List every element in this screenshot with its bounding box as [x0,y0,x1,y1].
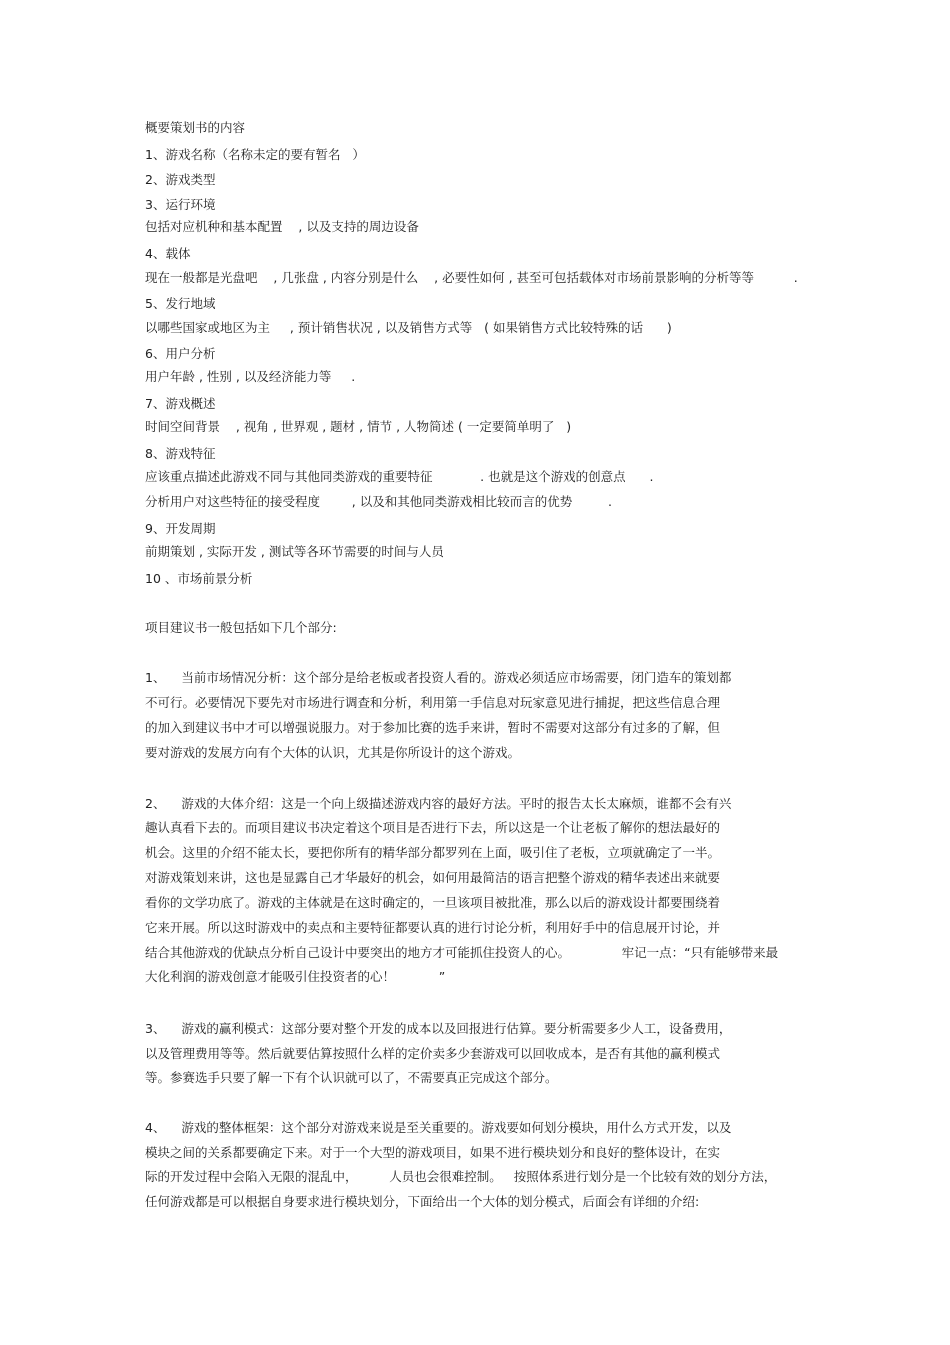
summary-line: 4、载体 [145,246,191,261]
proposal-section2-line: 趣认真看下去的。而项目建议书决定着这个项目是否进行下去，所以这是一个让老板了解你的想法最好的 [145,820,721,835]
summary-line: 包括对应机种和基本配置 , 以及支持的周边设备 [145,219,419,234]
proposal-section4-line: 任何游戏都是可以根据自身要求进行模块划分，下面给出一个大体的划分模式，后面会有详细的介绍: [145,1194,700,1209]
proposal-section1-line: 要对游戏的发展方向有个大体的认识，尤其是你所设计的这个游戏。 [145,745,521,760]
summary-line: 10 、市场前景分析 [145,571,253,586]
proposal-section3-line: 3、 游戏的赢利模式：这部分要对整个开发的成本以及回报进行估算。要分析需要多少人工，设备费用， [145,1021,732,1036]
summary-line: 分析用户对这些特征的接受程度 , 以及和其他同类游戏相比较而言的优势 . [145,494,612,509]
summary-line: 8、游戏特征 [145,446,216,461]
proposal-section3-line: 等。参赛选手只要了解一下有个认识就可以了，不需要真正完成这个部分。 [145,1070,558,1085]
summary-line: 前期策划 , 实际开发 , 测试等各环节需要的时间与人员 [145,544,444,559]
summary-line: 2、游戏类型 [145,172,216,187]
proposal-section1-line: 1、 当前市场情况分析：这个部分是给老板或者投资人看的。游戏必须适应市场需要，闭门造车的策划都 [145,670,732,685]
summary-line: 时间空间背景 , 视角 , 世界观 , 题材 , 情节 , 人物简述 ( 一定要简单明了 ) [145,419,572,434]
summary-line: 6、用户分析 [145,346,216,361]
proposal-section2-line: 结合其他游戏的优缺点分析自己设计中要突出的地方才可能抓住投资人的心。 牢记一点：“只有能够带来最 [145,945,779,960]
proposal-section2-line: 看你的文学功底了。游戏的主体就是在这时确定的，一旦该项目被批准，那么以后的游戏设计都要围绕着 [145,895,721,910]
proposal-section4-line: 4、 游戏的整体框架：这个部分对游戏来说是至关重要的。游戏要如何划分模块，用什么方式开发，以及 [145,1120,732,1135]
proposal-intro: 项目建议书一般包括如下几个部分: [145,620,337,635]
summary-line: 应该重点描述此游戏不同与其他同类游戏的重要特征 . 也就是这个游戏的创意点 . [145,469,654,484]
proposal-section4-line: 模块之间的关系都要确定下来。对于一个大型的游戏项目，如果不进行模块划分和良好的整体设计，在实 [145,1145,721,1160]
proposal-section2-line: 机会。这里的介绍不能太长，要把你所有的精华部分都罗列在上面，吸引住了老板，立项就确定了一半。 [145,845,721,860]
summary-line: 以哪些国家或地区为主 , 预计销售状况 , 以及销售方式等 ( 如果销售方式比较特殊的话 ) [145,320,672,335]
summary-title: 概要策划书的内容 [145,120,246,135]
proposal-section2-line: 2、 游戏的大体介绍：这是一个向上级描述游戏内容的最好方法。平时的报告太长太麻烦，谁都不会有兴 [145,796,732,811]
proposal-section2-line: 它来开展。所以这时游戏中的卖点和主要特征都要认真的进行讨论分析，利用好手中的信息展开讨论，并 [145,920,721,935]
summary-line: 3、运行环境 [145,197,216,212]
summary-line: 现在一般都是光盘吧 , 几张盘 , 内容分别是什么 , 必要性如何 , 甚至可包括载体对市场前景影响的分析等等 . [145,270,798,285]
summary-line: 5、发行地域 [145,296,216,311]
proposal-section4-line: 际的开发过程中会陷入无限的混乱中， 人员也会很难控制。 按照体系进行划分是一个比较有效的划分方法， [145,1169,777,1184]
summary-line: 7、游戏概述 [145,396,216,411]
proposal-section1-line: 的加入到建议书中才可以增强说服力。对于参加比赛的选手来讲，暂时不需要对这部分有过多的了解，但 [145,720,721,735]
summary-line: 9、开发周期 [145,521,216,536]
proposal-section2-line: 大化利润的游戏创意才能吸引住投资者的心！ ” [145,969,446,984]
proposal-section3-line: 以及管理费用等等。然后就要估算按照什么样的定价卖多少套游戏可以回收成本，是否有其他的赢利模式 [145,1046,721,1061]
proposal-section1-line: 不可行。必要情况下要先对市场进行调查和分析，利用第一手信息对玩家意见进行捕捉，把这些信息合理 [145,695,721,710]
summary-line: 用户年龄 , 性别 , 以及经济能力等 . [145,369,356,384]
summary-line: 1、游戏名称（名称未定的要有暂名 ） [145,147,365,162]
proposal-section2-line: 对游戏策划来讲，这也是显露自己才华最好的机会，如何用最简洁的语言把整个游戏的精华表述出来就要 [145,870,721,885]
